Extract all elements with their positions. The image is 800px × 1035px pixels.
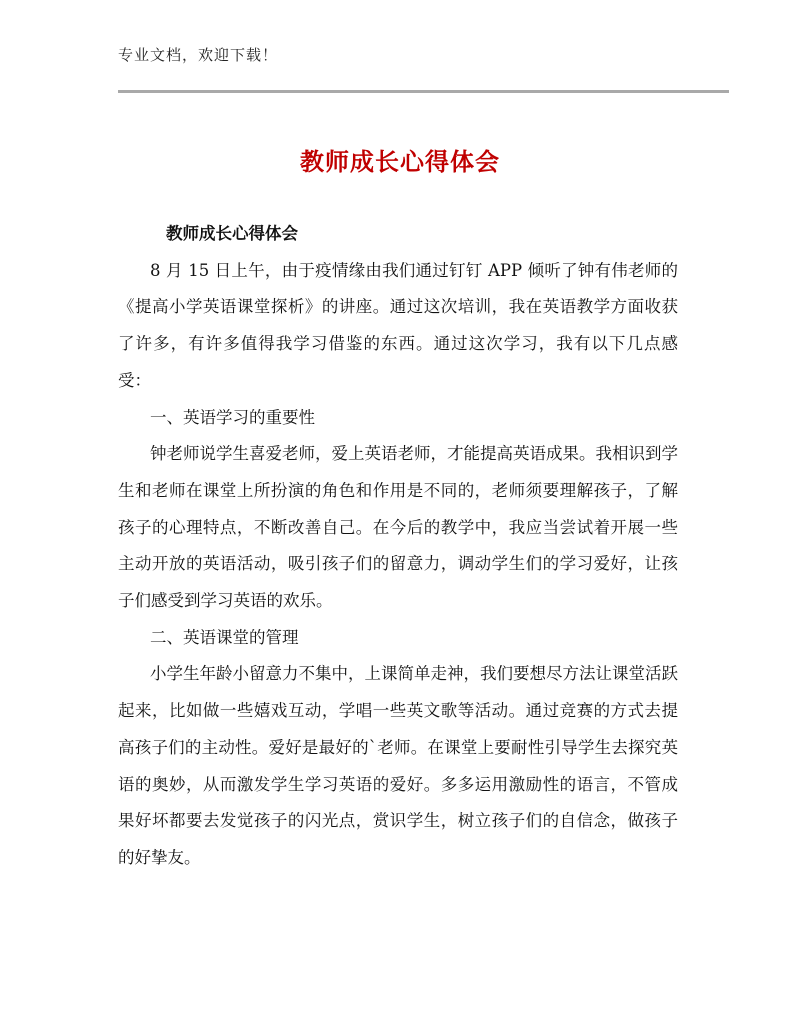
document-subtitle: 教师成长心得体会 [166,224,298,243]
page-header-text: 专业文档，欢迎下载！ [118,46,279,64]
section-heading-2: 二、英语课堂的管理 [150,627,299,647]
document-body [118,216,678,877]
header-divider [118,90,729,93]
section-2-paragraph: 小学生年龄小留意力不集中，上课简单走神，我们要想尽方法让课堂活跃起来，比如做一些嬉戏互动，学唱一些英文歌等活动。通过竞赛的方式去提高孩子们的主动性。爱好是最好的`老师。在课堂上要耐性引导学生去探究英语的奥妙，从而激发学生学习英语的爱好。多多运用激励性的语言，不管成果好坏都要去发觉孩子的闪光点，赏识学生，树立孩子们的自信念，做孩子的好挚友。 [118,664,678,867]
intro-paragraph: 8 月 15 日上午，由于疫情缘由我们通过钉钉 APP 倾听了钟有伟老师的《提高小学英语课堂探析》的讲座。通过这次培训，我在英语教学方面收获了许多，有许多值得我学习借鉴的东西。通过这次学习，我有以下几点感受： [118,260,678,390]
document-title: 教师成长心得体会 [300,148,500,176]
section-1-paragraph: 钟老师说学生喜爱老师，爱上英语老师，才能提高英语成果。我相识到学生和老师在课堂上所扮演的角色和作用是不同的，老师须要理解孩子，了解孩子的心理特点，不断改善自己。在今后的教学中，我应当尝试着开展一些主动开放的英语活动，吸引孩子们的留意力，调动学生们的学习爱好，让孩子们感受到学习英语的欢乐。 [118,444,678,611]
section-heading-1: 一、英语学习的重要性 [150,407,315,427]
